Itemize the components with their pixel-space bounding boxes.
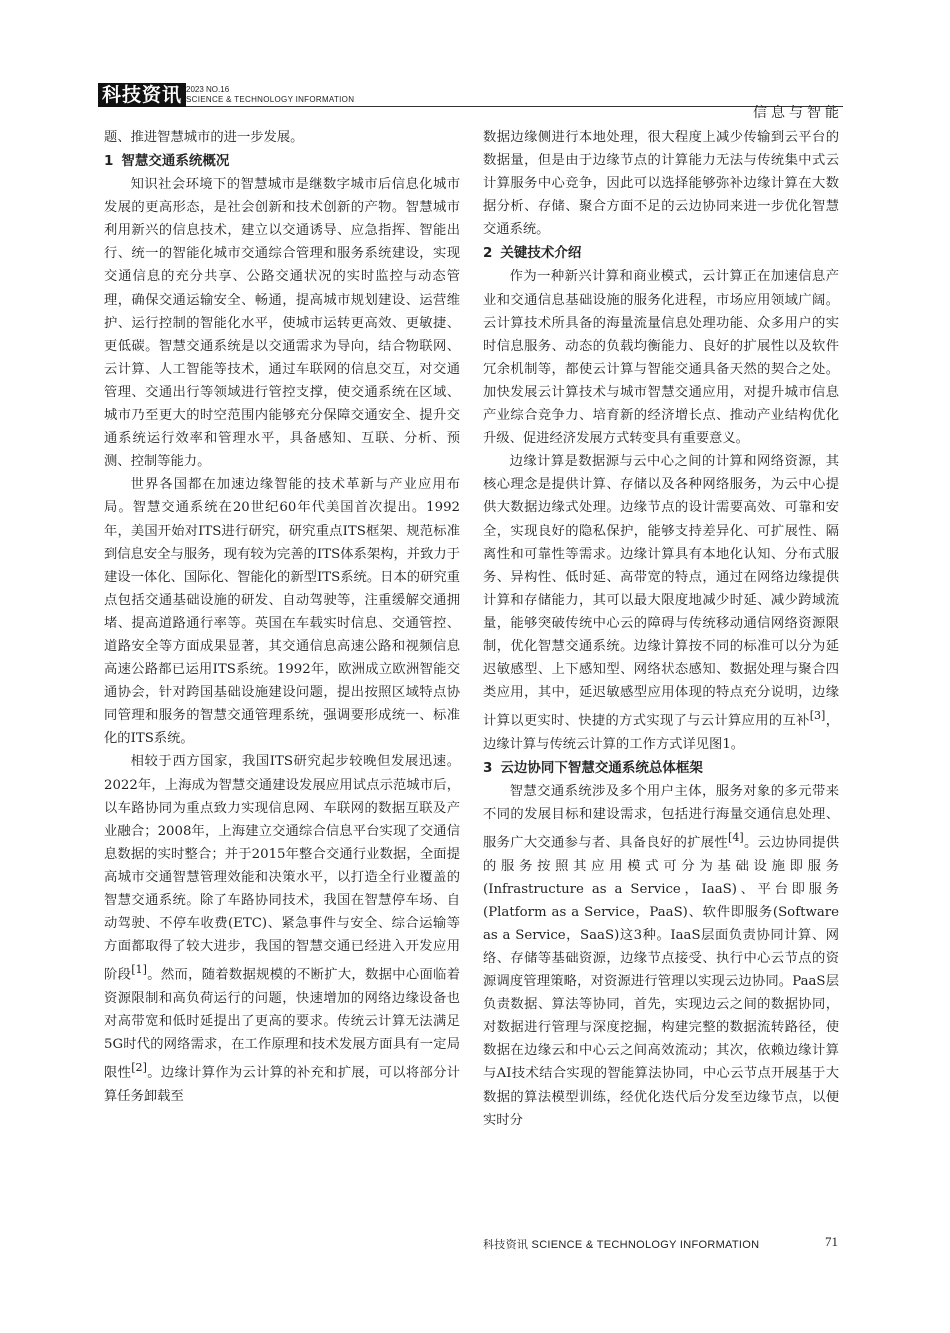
paragraph [483,780,839,1132]
heading-number: 3 [483,759,493,776]
right-column [483,126,839,1132]
page-number: 71 [825,1234,838,1249]
page-header [98,80,843,120]
paragraph [483,450,839,756]
citation-ref[interactable]: [1] [131,963,147,977]
citation-ref[interactable]: [4] [728,831,744,845]
section-heading-2 [483,241,839,265]
section-name: 信息与智能 [753,105,843,121]
text-run: 。然而，随着数据规模的不断扩大，数据中心面临着资源限制和高负荷运行的问题，快速增加的网络边缘设备也对高带宽和低时延提出了更高的要求。传统云计算无法满足5G时代的网络需求，在工作原理和技术发展方面具有一定局限性 [104,967,461,1081]
text-run: 相较于西方国家，我国ITS研究起步较晚但发展迅速。2022年，上海成为智慧交通建设发展应用试点示范城市后，以车路协同为重点致力实现信息网、车联网的数据互联及产业融合；2008年，上海建立交通综合信息平台实现了交通信息数据的实时整合；并于2015年整合交通行业数据，全面提高城市交通智慧管理效能和决策水平，以打造全行业覆盖的智慧交通系统。除了车路协同技术，我国在智慧停车场、自动驾驶、不停车收费(ETC)、紧急事件与安全、综合运输等方面都取得了较大进步，我国的智慧交通已经进入开发应用阶段 [104,754,460,983]
section-heading-1 [104,149,460,173]
page-footer [483,1236,838,1254]
text-run: 智慧交通系统涉及多个用户主体，服务对象的多元带来不同的发展目标和建设需求，包括进行海量交通信息处理、服务广大交通参与者、具备良好的扩展性 [483,783,839,851]
paragraph [104,750,460,1107]
heading-title: 云边协同下智慧交通系统总体框架 [500,759,703,776]
section-heading-3 [483,756,839,780]
heading-number: 2 [483,245,493,262]
paragraph: 世界各国都在加速边缘智能的技术革新与产业应用布局。智慧交通系统在20世纪60年代美国首次提出。1992年，美国开始对ITS进行研究，研究重点ITS框架、规范标准到信息安全与服务，现有较为完善的ITS体系架构，并致力于建设一体化、国际化、智能化的新型ITS系统。日本的研究重点包括交通基础设施的研发、自动驾驶等，注重缓解交通拥堵、提高道路通行率等。英国在车载实时信息、交通管控、道路安全等方面成果显著，其交通信息高速公路和视频信息高速公路都已运用ITS系统。1992年，欧洲成立欧洲智能交通协会，针对跨国基础设施建设问题，提出按照区域特点协同管理和服务的智慧交通管理系统，强调要形成统一、标准化的ITS系统。 [104,477,460,747]
heading-title: 关键技术介绍 [500,245,582,262]
text-run: 。边缘计算作为云计算的补充和扩展，可以将部分计算任务卸载至 [104,1065,461,1104]
citation-ref[interactable]: [3] [809,709,826,723]
paragraph: 数据边缘侧进行本地处理，很大程度上减少传输到云平台的数据量，但是由于边缘节点的计算能力无法与传统集中式云计算服务中心竞争，因此可以选择能够弥补边缘计算在大数据分析、存储、聚合方面不足的云边协同来进一步优化智慧交通系统。 [483,130,839,238]
citation-ref[interactable]: [2] [131,1061,147,1075]
issue-number: 2023 NO.16 [186,85,230,94]
paragraph: 作为一种新兴计算和商业模式，云计算正在加速信息产业和交通信息基础设施的服务化进程，市场应用领域广阔。云计算技术所具备的海量流量信息处理功能、众多用户的实时信息服务、动态的负载均衡能力、良好的扩展性以及软件冗余机制等，都使云计算与智能交通具备天然的契合之处。加快发展云计算技术与城市智慧交通应用，对提升城市信息产业综合竞争力、培育新的经济增长点、推动产业结构优化升级、促进经济发展方式转变具有重要意义。 [483,269,839,447]
heading-number: 1 [104,153,114,170]
text-run: 边缘计算是数据源与云中心之间的计算和网络资源，其核心理念是提供计算、存储以及各种网络服务，为云中心提供大数据边缘式处理。边缘节点的设计需要高效、可靠和安全，实现良好的隐私保护，能够支持差异化、可扩展性、隔离性和可靠性等需求。边缘计算具有本地化认知、分布式服务、异构性、低时延、高带宽的特点，通过在网络边缘提供计算和存储能力，其可以最大限度地减少时延、减少跨域流量，能够突破传统中心云的障碍与传统移动通信网络资源限制，优化智慧交通系统。边缘计算按不同的标准可以分为延迟敏感型、上下感知型、网络状态感知、数据处理与聚合四类应用，其中，延迟敏感型应用体现的特点充分说明，边缘计算以更实时、快捷的方式实现了与云计算应用的互补 [483,454,839,729]
journal-english-name: SCIENCE & TECHNOLOGY INFORMATION [186,95,355,104]
paragraph: 题、推进智慧城市的进一步发展。 [104,130,304,145]
footer-journal-name: 科技资讯 SCIENCE & TECHNOLOGY INFORMATION [483,1239,760,1251]
text-run: ，边缘计算与传统云计算的工作方式详见图1。 [483,713,840,752]
paragraph: 知识社会环境下的智慧城市是继数字城市后信息化城市发展的更高形态，是社会创新和技术创新的产物。智慧城市利用新兴的信息技术，建立以交通诱导、应急指挥、智能出行、统一的智能化城市交通综合管理和服务系统建设，实现交通信息的充分共享、公路交通状况的实时监控与动态管理，确保交通运输安全、畅通，提高城市规划建设、运营维护、运行控制的智能化水平，使城市运转更高效、更敏捷、更低碳。智慧交通系统是以交通需求为导向，结合物联网、云计算、人工智能等技术，通过车联网的信息交互，对交通管理、交通出行等领域进行管控支撑，使交通系统在区域、城市乃至更大的时空范围内能够充分保障交通安全、提升交通系统运行效率和管理水平，具备感知、互联、分析、预测、控制等能力。 [104,177,460,470]
text-run: 。云边协同提供的服务按照其应用模式可分为基础设施即服务(Infrastructure as a Service，IaaS)、平台即服务(Platform as a Service，PaaS)、软件即服务(Software as a Service，SaaS)这3种。IaaS层面负责协同计算、网络、存储等基础资源，边缘节点接受、执行中心云节点的资源调度管理策略，对资源进行管理以实现云边协同。PaaS层负责数据、算法等协同，首先，实现边云之间的数据协同，对数据进行管理与深度挖掘，构建完整的数据流转路径，使数据在边缘云和中心云之间高效流动；其次，依赖边缘计算与AI技术结合实现的智能算法协同，中心云节点开展基于大数据的算法模型训练，经优化迭代后分发至边缘节点，以便实时分 [483,835,840,1128]
left-column [104,126,460,1108]
heading-title: 智慧交通系统概况 [121,153,230,170]
journal-logo: 科技资讯 [98,83,186,107]
header-rule [186,106,843,107]
